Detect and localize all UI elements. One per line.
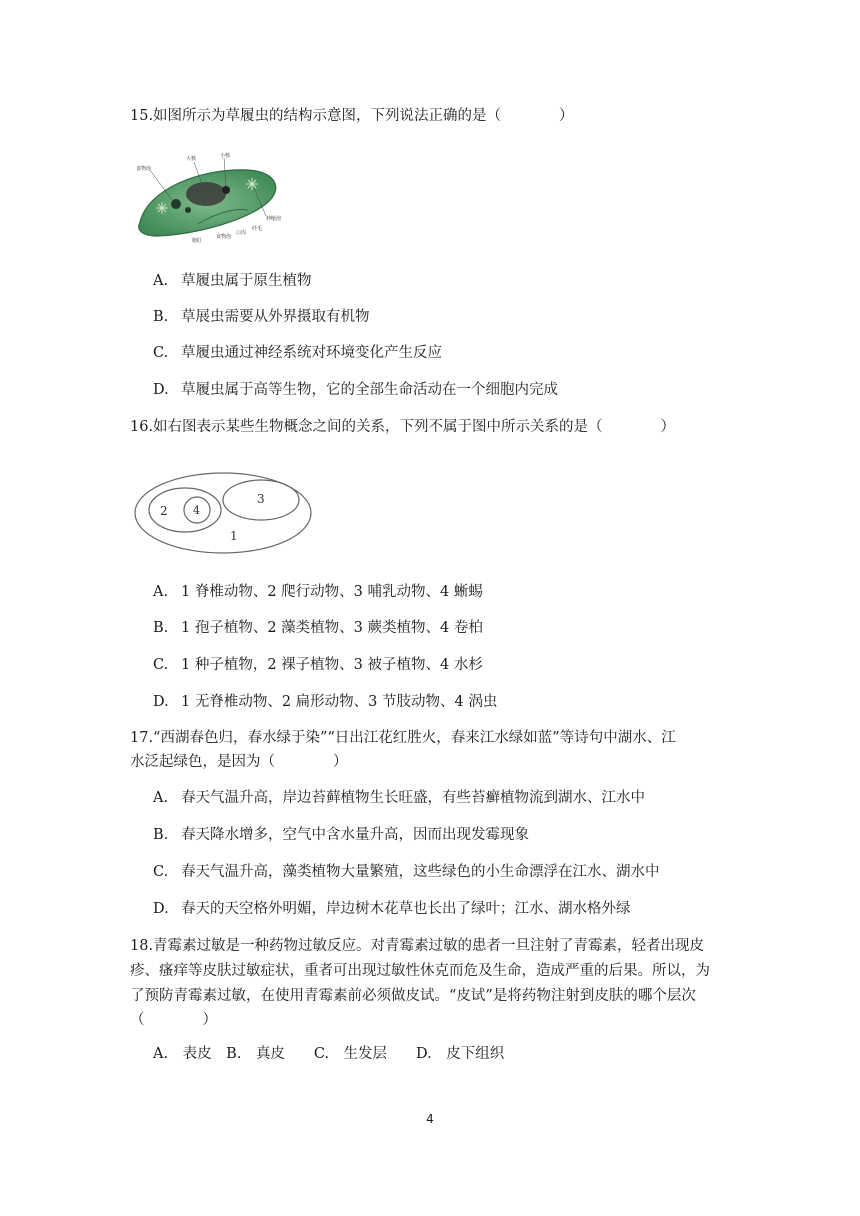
q17-option-d: D. 春天的天空格外明媚，岸边树木花草也长出了绿叶；江水、湖水格外绿	[153, 901, 631, 917]
q18-stem-line3: 了预防青霉素过敏，在使用青霉素前必须做皮试。“皮试”是将药物注射到皮肤的哪个层次	[130, 988, 696, 1004]
diagram-label-4: 4	[193, 504, 200, 517]
fig-label-0: 大核	[186, 156, 197, 162]
q16-option-c: C. 1 种子植物，2 裸子植物、3 被子植物、4 水杉	[153, 657, 483, 673]
q15-stem: 15.如图所示为草履虫的结构示意图，下列说法正确的是（ ）	[130, 108, 574, 124]
q16-option-d: D. 1 无脊椎动物、2 扁形动物、3 节肢动物、4 涡虫	[153, 694, 498, 710]
fig-label-1: 小核	[220, 153, 231, 159]
q15-option-a: A. 草履虫属于原生植物	[153, 273, 312, 289]
q18-stem-line4: （ ）	[130, 1012, 217, 1028]
q18-stem-line2: 疹、瘙痒等皮肤过敏症状，重者可出现过敏性休克而危及生命，造成严重的后果。所以，为	[130, 963, 710, 979]
q15-option-b: B. 草展虫需要从外界摄取有机物	[153, 309, 370, 325]
q16-stem: 16.如右图表示某些生物概念之间的关系，下列不属于图中所示关系的是（ ）	[130, 419, 676, 435]
fig-label-7: 胞肛	[192, 238, 203, 244]
q15-option-c: C. 草履虫通过神经系统对环境变化产生反应	[153, 345, 442, 361]
paramecium-figure	[128, 150, 288, 250]
q15-option-d: D. 草履虫属于高等生物，它的全部生命活动在一个细胞内完成	[153, 382, 558, 398]
q18-stem-line1: 18.青霉素过敏是一种药物过敏反应。对青霉素过敏的患者一旦注射了青霉素，轻者出现皮	[130, 938, 705, 954]
concept-diagram	[133, 470, 313, 560]
q17-stem-line2: 水泛起绿色，是因为（ ）	[130, 754, 348, 770]
q16-option-a: A. 1 脊椎动物、2 爬行动物、3 哺乳动物、4 蜥蜴	[153, 584, 483, 600]
diagram-label-3: 3	[257, 492, 265, 506]
fig-label-4: 纤毛	[252, 226, 263, 232]
q17-stem-line1: 17.“西湖春色归，春水绿于染”“日出江花红胜火，春来江水绿如蓝”等诗句中湖水、江	[130, 730, 676, 746]
q17-option-c: C. 春天气温升高，藻类植物大量繁殖，这些绿色的小生命漂浮在江水、湖水中	[153, 864, 660, 880]
diagram-label-1: 1	[230, 529, 238, 543]
diagram-label-2: 2	[160, 504, 168, 518]
q17-option-a: A. 春天气温升高，岸边苔藓植物生长旺盛，有些苔癣植物流到湖水、江水中	[153, 790, 645, 806]
page-number: 4	[426, 1112, 434, 1126]
fig-label-6: 食物泡	[216, 234, 232, 240]
fig-label-3: 伸缩泡	[266, 216, 282, 222]
q16-option-b: B. 1 孢子植物、2 藻类植物、3 蕨类植物、4 卷柏	[153, 620, 483, 636]
fig-label-5: 口沟	[236, 230, 247, 236]
q18-options: A. 表皮 B. 真皮 C. 生发层 D. 皮下组织	[153, 1046, 505, 1062]
q17-option-b: B. 春天降水增多，空气中含水量升高，因而出现发霉现象	[153, 827, 529, 843]
fig-label-2: 食物泡	[136, 166, 152, 172]
